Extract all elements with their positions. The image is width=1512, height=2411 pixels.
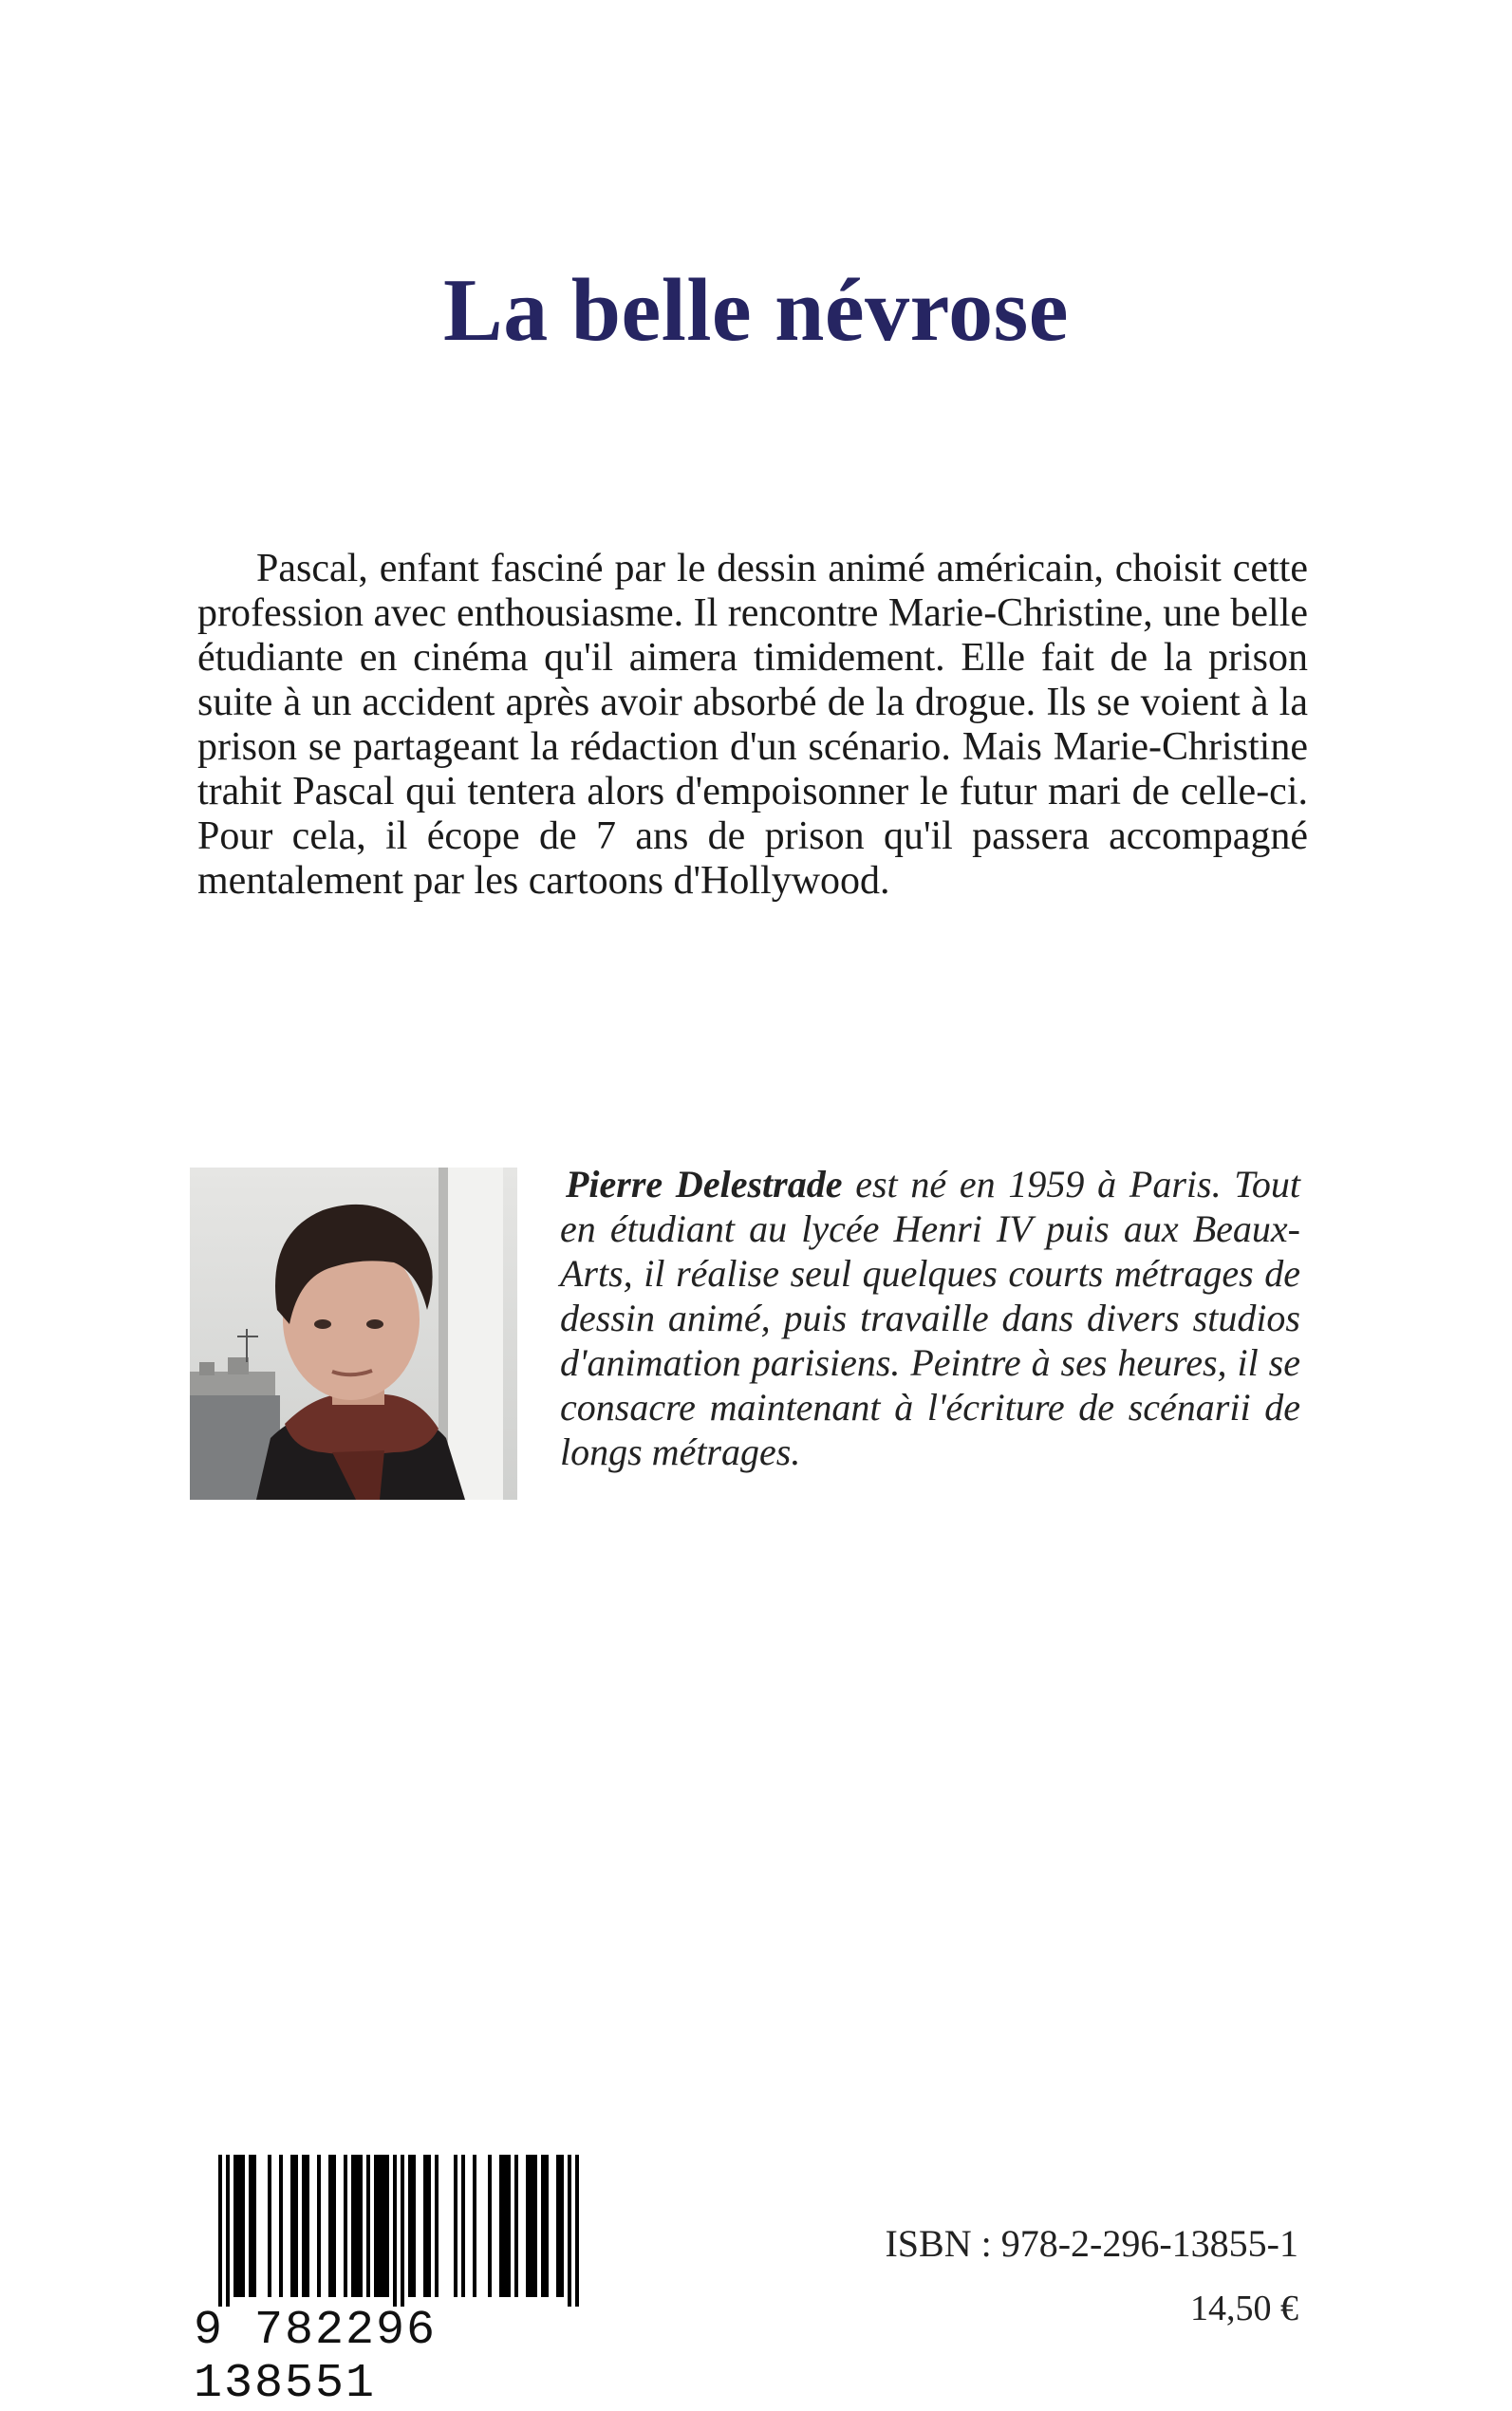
barcode-digits: 9 782296 138551	[194, 2304, 438, 2411]
barcode-bar	[568, 2155, 571, 2307]
barcode-bar	[317, 2155, 321, 2297]
barcode-bar	[435, 2155, 439, 2297]
barcode-bar	[374, 2155, 378, 2297]
barcode-bar	[393, 2155, 397, 2307]
author-photo	[190, 1168, 517, 1500]
barcode-bar	[382, 2155, 385, 2297]
barcode-bar	[412, 2155, 416, 2297]
barcode-bar	[268, 2155, 271, 2297]
barcode-bar	[499, 2155, 503, 2297]
barcode-bar	[461, 2155, 465, 2297]
barcode-bar	[226, 2155, 230, 2307]
barcode-bar	[290, 2155, 294, 2297]
barcode-bar	[241, 2155, 245, 2297]
barcode-bar	[385, 2155, 389, 2297]
barcode-bar	[249, 2155, 252, 2297]
author-name: Pierre Delestrade	[566, 1163, 843, 1206]
barcode-bar	[575, 2155, 579, 2307]
barcode-bar	[488, 2155, 492, 2297]
barcode-bar	[237, 2155, 241, 2297]
barcode-bar	[378, 2155, 382, 2297]
barcode-bar	[302, 2155, 306, 2297]
barcode-bars	[190, 2155, 607, 2307]
barcode-bar	[359, 2155, 363, 2297]
barcode-bar	[423, 2155, 427, 2297]
barcode-bar	[332, 2155, 336, 2297]
barcode-bar	[401, 2155, 404, 2307]
barcode-bar	[473, 2155, 476, 2297]
barcode-bar	[503, 2155, 507, 2297]
barcode-bar	[351, 2155, 355, 2297]
barcode-bar	[454, 2155, 457, 2297]
barcode-bar	[408, 2155, 412, 2297]
author-bio	[560, 1162, 1300, 1474]
barcode-bar	[556, 2155, 560, 2297]
barcode-bar	[366, 2155, 370, 2297]
barcode-bar	[427, 2155, 431, 2297]
barcode-bar	[560, 2155, 564, 2297]
barcode-bar	[218, 2155, 222, 2307]
author-portrait-illustration	[190, 1168, 517, 1500]
barcode-bar	[545, 2155, 549, 2297]
barcode-bar	[530, 2155, 533, 2297]
isbn: ISBN : 978-2-296-13855-1	[885, 2222, 1298, 2265]
barcode-bar	[533, 2155, 537, 2297]
barcode-bar	[279, 2155, 283, 2297]
barcode-bar	[526, 2155, 530, 2297]
barcode-bar	[514, 2155, 518, 2297]
barcode-bar	[306, 2155, 309, 2297]
barcode-bar	[355, 2155, 359, 2297]
barcode-bar	[328, 2155, 332, 2297]
barcode-bar	[507, 2155, 511, 2297]
barcode-bar	[233, 2155, 237, 2297]
barcode-bar	[252, 2155, 256, 2297]
price: 14,50 €	[1190, 2289, 1298, 2328]
author-bio-text: est né en 1959 à Paris. Tout en étudiant au lycée Henri IV puis aux Beaux-Arts, il réalise seul quelques courts métrages de dessin animé, puis travaille dans divers studios d'animation parisiens. Peintre à ses heures, il se consacre maintenant à l'écriture de scénarii de longs métrages.	[560, 1163, 1300, 1473]
barcode-bar	[294, 2155, 298, 2297]
synopsis-text: Pascal, enfant fasciné par le dessin animé américain, choisit cette profession avec enthousiasme. Il rencontre Marie-Christine, une belle étudiante en cinéma qu'il aimera timidement. Elle fait de la prison suite à un accident après avoir absorbé de la drogue. Ils se voient à la prison se partageant la rédaction d'un scénario. Mais Marie-Christine trahit Pascal qui tentera alors d'empoisonner le futur mari de celle-ci. Pour cela, il écope de 7 ans de prison qu'il passera accompagné mentalement par les cartoons d'Hollywood.	[197, 547, 1308, 903]
book-title: La belle névrose	[443, 260, 1069, 360]
barcode-bar	[344, 2155, 347, 2297]
barcode-bar	[541, 2155, 545, 2297]
